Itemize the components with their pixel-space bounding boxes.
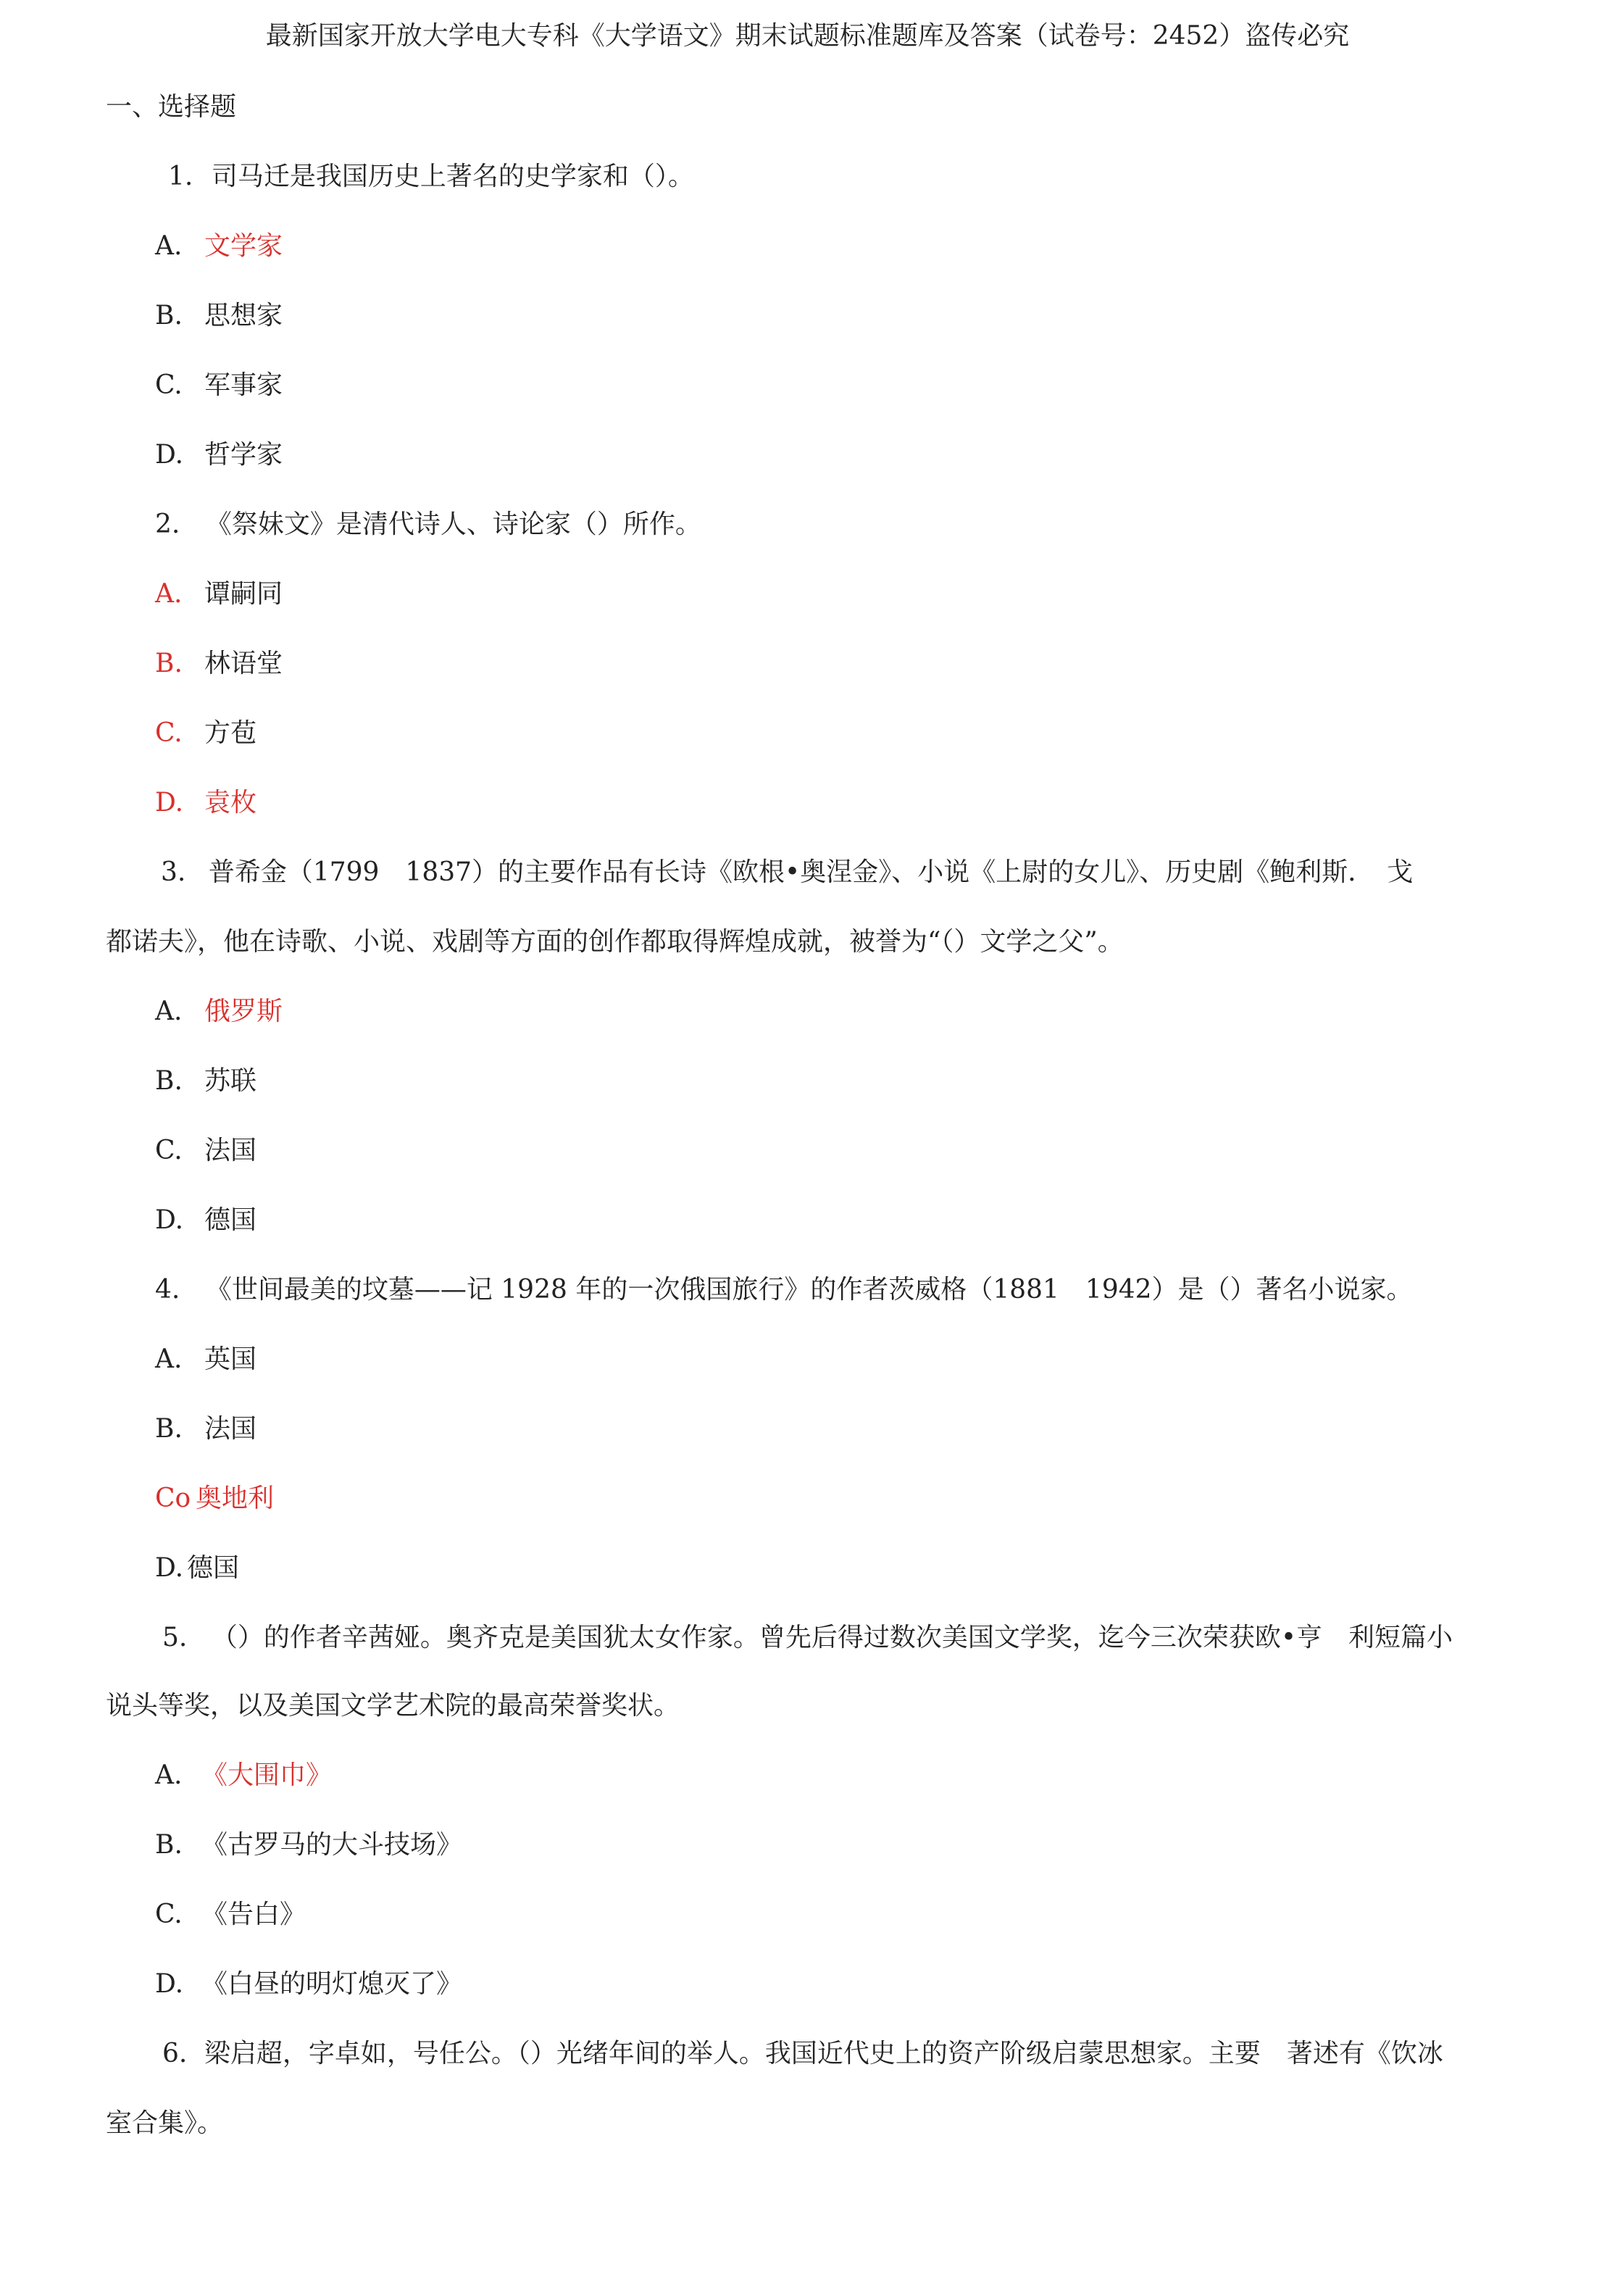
question-number: 4.	[155, 1275, 180, 1305]
question-6	[162, 2037, 1443, 2071]
option-letter: A.	[155, 997, 183, 1026]
option-letter: D.	[155, 1969, 184, 1999]
question-text: 司马迁是我国历史上著名的史学家和（）。	[211, 162, 694, 191]
option-text: 文学家	[204, 231, 283, 261]
option-letter: B.	[155, 1066, 183, 1096]
option-letter: D.	[155, 788, 184, 818]
option-text: 《大围巾》	[201, 1760, 333, 1790]
option-text: 德国	[187, 1553, 240, 1583]
option-text: 方苞	[204, 718, 257, 748]
question-5	[162, 1621, 1453, 1655]
document-title: 最新国家开放大学电大专科《大学语文》期末试题标准题库及答案（试卷号：2452）盗传必究	[265, 21, 1350, 51]
option-text: 《告白》	[201, 1900, 306, 1929]
question-3-continued: 都诺夫》，他在诗歌、小说、戏剧等方面的创作都取得辉煌成就，被誉为“（）文学之父”。	[106, 927, 1124, 957]
option-text: 英国	[204, 1344, 257, 1374]
option-letter: D.	[155, 440, 184, 470]
option-letter: A.	[155, 1344, 183, 1374]
option-letter: B.	[155, 649, 183, 678]
question-5-continued: 说头等奖，以及美国文学艺术院的最高荣誉奖状。	[106, 1691, 680, 1721]
option-letter: C.	[155, 1900, 183, 1929]
question-6-continued: 室合集》。	[106, 2108, 224, 2138]
option-text: 奥地利	[196, 1484, 275, 1513]
question-3	[161, 855, 1413, 890]
option-text: 法国	[204, 1136, 257, 1165]
option-letter: B.	[155, 301, 183, 330]
option-text: 哲学家	[204, 440, 283, 470]
option-letter: B.	[155, 1414, 183, 1444]
option-text: 谭嗣同	[204, 579, 283, 609]
option-text: 林语堂	[204, 649, 283, 678]
section-heading: 一、选择题	[106, 92, 237, 122]
option-letter: B.	[155, 1830, 183, 1860]
question-number: 1.	[168, 162, 193, 191]
question-number: 2.	[155, 509, 180, 539]
question-text: （）的作者辛茜娅。奥齐克是美国犹太女作家。曾先后得过数次美国文学奖，迄今三次荣获欧•亨 利短篇小	[211, 1623, 1453, 1652]
option-text: 军事家	[204, 370, 283, 400]
question-text: 《世间最美的坟墓——记 1928 年的一次俄国旅行》的作者茨威格（1881 1942）是（）著名小说家。	[205, 1275, 1413, 1305]
option-text: 德国	[204, 1205, 257, 1235]
option-text: 《古罗马的大斗技场》	[201, 1830, 463, 1860]
option-text: 思想家	[204, 301, 283, 330]
option-letter: Co	[155, 1484, 191, 1513]
question-text: 梁启超，字卓如，号任公。（）光绪年间的举人。我国近代史上的资产阶级启蒙思想家。主要 著述有《饮冰	[204, 2039, 1443, 2068]
question-number: 6.	[162, 2039, 188, 2068]
option-letter: D.	[155, 1553, 184, 1583]
question-text: 普希金（1799 1837）的主要作品有长诗《欧根•奥涅金》、小说《上尉的女儿》、历史剧《鲍利斯． 戈	[208, 857, 1414, 887]
option-letter: A.	[155, 1760, 183, 1790]
option-letter: A.	[155, 579, 183, 609]
option-letter: C.	[155, 1136, 183, 1165]
question-2	[155, 507, 701, 542]
option-letter: D.	[155, 1205, 184, 1235]
option-letter: A.	[155, 231, 183, 261]
option-text: 法国	[204, 1414, 257, 1444]
question-text: 《祭妹文》是清代诗人、诗论家（）所作。	[205, 509, 701, 539]
question-number: 5.	[162, 1623, 188, 1652]
option-letter: C.	[155, 370, 183, 400]
option-text: 《白昼的明灯熄灭了》	[201, 1969, 463, 1999]
question-1	[168, 159, 694, 194]
option-text: 袁枚	[204, 788, 257, 818]
option-text: 俄罗斯	[204, 997, 283, 1026]
option-letter: C.	[155, 718, 183, 748]
question-number: 3.	[161, 857, 186, 887]
option-text: 苏联	[204, 1066, 257, 1096]
question-4	[155, 1273, 1413, 1307]
